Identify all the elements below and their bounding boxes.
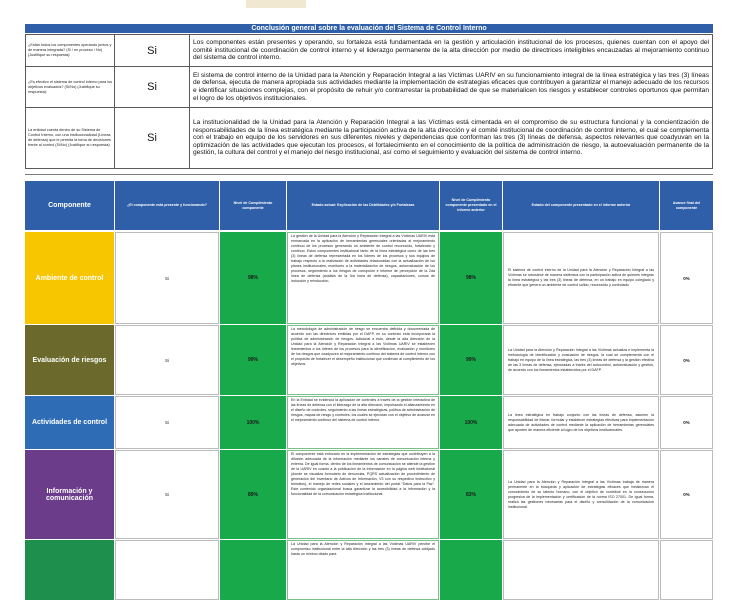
header-nivel-anterior: Nivel de Cumplimiento componente presentado en el informe anterior	[440, 181, 502, 230]
component-present: Si	[115, 325, 219, 395]
component-name: Evaluación de riesgos	[25, 325, 114, 395]
previous-compliance-level: 98%	[440, 232, 502, 324]
compliance-level: 100%	[220, 396, 286, 449]
compliance-level: 99%	[220, 325, 286, 395]
component-name: Ambiente de control	[25, 232, 114, 324]
conclusion-row	[26, 35, 713, 67]
conclusion-table	[25, 34, 713, 169]
table-row	[25, 540, 713, 600]
final-progress: 0%	[660, 232, 713, 324]
conclusion-answer: Si	[115, 35, 190, 67]
component-present	[115, 540, 219, 600]
conclusion-answer: Si	[115, 108, 190, 169]
final-progress	[660, 540, 713, 600]
previous-status: La línea estratégica en trabajo conjunto con las líneas de defensa, asumen la responsabilidad de liderar, formular y establecer estrategias efectivas para implementación adecuada de actividades de control mediante la aplicación de herramientas gerenciales que aporten de manera eficiente al logro de los objetivos institucionales.	[503, 396, 659, 449]
conclusion-question: ¿Es efectivo el sistema de control interno para los objetivos evaluados? (Si/No) (Justifique su respuesta):	[26, 67, 115, 108]
conclusion-text: La institucionalidad de la Unidad para la Atención y Reparación Integral a las Víctimas está cimentada en el compromiso de su estructura funcional y la concientización de responsabilidades de la línea estratégica mediante la participación activa de la alta dirección y el comité institucional de coordinación de control interno, el cual se complementa con el trabajo en equipo de los servidores en sus diferentes niveles y dependencias que conforman las tres (3) líneas de defensa, aspectos relevantes que coadyuvan en la optimización de las actividades que ejecutan los procesos, el fortalecimiento en el conocimiento de la política de administración de riesgo, la autoevaluación permanente de la gestión, la cultura del control y el manejo del riesgo institucional, así como el seguimiento y evaluación del sistema de control interno.	[190, 108, 713, 169]
conclusion-answer: Si	[115, 67, 190, 108]
conclusion-row	[26, 67, 713, 108]
conclusion-question: La entidad cuenta dentro de su Sistema de Control Interno, con una institucionalidad (Líneas de defensa) que le permita la toma de decisiones frente al control (Si/No) (Justifique su respuesta):	[26, 108, 115, 169]
current-status: La gestión de la Unidad para la Atención y Reparación Integral a las Víctimas UARIV está enmarcada en la aplicación de herramientas gerenciales orientadas al mejoramiento continuo de los procesos generando un ambiente de control reconocido, fortalecido y continuo. Estos componentes institucional tanto de la línea estratégica como de las tres (3) líneas de defensa representada en los líderes de los procesos y sus equipos de trabajo respecto a la realización de actividades relacionadas con la actualización de los planes institucionales, monitoreo a la materialización de riesgos, autoevaluación de los procesos, seguimiento a los riesgos de corrupción e informe de percepción de la 2da línea de defensa (análisis de la 3ra línea de defensa), capacitaciones, cursos de inducción y reinducción.	[287, 232, 439, 324]
header-nivel: Nivel de Cumplimiento componente	[220, 181, 286, 230]
compliance-level: 89%	[220, 450, 286, 539]
current-status: En la Entidad se evidencia la aplicación de controles a través de la gestión interactiva de las líneas de defensa con el liderazgo de la alta dirección, impulsando el afianzamiento en el diseño de controles, seguimiento a las líneas estratégicas, política de administración de riesgos, mapas de riesgo y controles, los cuales se ejecutan con el objetivo de avanzar en el mejoramiento continuo del sistema de control interno.	[287, 396, 439, 449]
header-componente: Componente	[25, 181, 114, 230]
previous-status: La Unidad para la Atención y Reparación Integral a las Víctimas actualiza e implementa la metodología de identificación y evaluación de riesgos, la cual se complementa con el trabajo en equipo de la línea estratégica, las tres (3) líneas de defensa y la gestión efectiva de las 3 líneas de defensa, ejecutadas a través del autocontrol, autoevaluación y gestión, de acuerdo con los lineamientos establecidos por el DAFP.	[503, 325, 659, 395]
previous-status: El sistema de control interno de la Unidad para la Atención y Reparación Integral a las Víctimas se robustece de manera sistémica con la participación activa de quienes integran la línea estratégica y las tres (3) líneas de defensa, en un trabajo en equipo colegiado y eficiente que genera un ambiente de control sólido, reconocido y controlado.	[503, 232, 659, 324]
table-row	[25, 232, 713, 324]
components-table	[25, 181, 713, 556]
final-progress: 0%	[660, 450, 713, 539]
compliance-level	[220, 540, 286, 600]
component-present: Si	[115, 396, 219, 449]
conclusion-title: Conclusión general sobre la evaluación del Sistema de Control Interno	[25, 24, 713, 33]
component-name: Información y comunicación	[25, 450, 114, 539]
table-row	[25, 325, 713, 395]
component-name	[25, 540, 114, 600]
section-divider	[25, 174, 713, 175]
component-present: Si	[115, 450, 219, 539]
header-avance: Avance final del componente	[660, 181, 713, 230]
header-estado-actual: Estado actual: Explicación de las Debilidades y/o Fortalezas	[287, 181, 439, 230]
header-presente: ¿El componente está presente y funcionando?	[115, 181, 219, 230]
conclusion-text: Los componentes están presentes y operando, su fortaleza está fundamentada en la gestión y articulación institucional de los procesos, quienes cuentan con el apoyo del comité institucional de coordinación de control interno y el liderazgo permanente de la alta dirección por medio de directrices inteligibles encauzadas al mejoramiento continuo del sistema de control interno.	[190, 35, 713, 67]
conclusion-row	[26, 108, 713, 169]
conclusion-question: ¿Están todos los componentes operando juntos y de manera integrada? (Si / en proceso / No) (Justifique su respuesta):	[26, 35, 115, 67]
component-present: Si	[115, 232, 219, 324]
table-header	[25, 181, 713, 230]
previous-compliance-level: 99%	[440, 325, 502, 395]
component-name: Actividades de control	[25, 396, 114, 449]
header-logo	[246, 0, 306, 8]
compliance-level: 98%	[220, 232, 286, 324]
current-status: La Unidad para la Atención y Reparación Integral a las Víctimas UARIV percibe el compromiso institucional entre la alta dirección y las tres (3) líneas de defensa cobijado hasta un mínimo citado para	[287, 540, 439, 600]
header-estado-anterior: Estado del componente presentado en el informe anterior	[503, 181, 659, 230]
previous-compliance-level: 100%	[440, 396, 502, 449]
table-row	[25, 396, 713, 449]
final-progress: 0%	[660, 325, 713, 395]
conclusion-text: El sistema de control interno de la Unidad para la Atención y Reparación Integral a las Víctimas UARIV en su funcionamiento integral de la línea estratégica y las tres (3) líneas de defensa, ejecuta de manera apropiada sus actividades mediante la implementación de estrategias eficaces que contribuyen a garantizar el manejo adecuado de los recursos e identificar situaciones complejas, con el propósito de rehuir y/o contrarrestar la probabilidad de que se materialicen los riesgos y establecer controles oportunos que permitan el logro de los objetivos institucionales.	[190, 67, 713, 108]
previous-status: La Unidad para la Atención y Reparación Integral a las Víctimas trabaja de manera permanente en la búsqueda y aplicación de estrategias eficaces que fortalezcan el conocimiento de su talento humano, con el objetivo de contribuir en la consecución progresiva de la implementación y certificación de la norma ISO 27001. De igual forma, realiza las gestiones necesarias para el diseño y consolidación de la comunicación institucional.	[503, 450, 659, 539]
previous-compliance-level	[440, 540, 502, 600]
table-row	[25, 450, 713, 539]
current-status: El componente está enfocado en la implementación de estrategias que contribuyen a la difusión adecuada de la información mediante los canales de comunicación interna y externa. De igual forma, dentro de los lineamientos de comunicación se atiende la gestión de la UARIV en cuanto a la publicación de la información en la página web institucional (donde se visualiza formulario de denuncias, PQRS actualización de procedimiento de generación del Inventario de Activos de Información, V3 con su respectivo instructivo y formatos), el manejo de redes sociales y el lanzamiento del portal "Datos para la Paz". Este contenido organizacional busca garantizar la accesibilidad a la información y la funcionalidad de la comunicación estratégica institucional.	[287, 450, 439, 539]
previous-compliance-level: 83%	[440, 450, 502, 539]
current-status: La metodología de administración de riesgo se encuentra definida y documentada de acuerdo con las directrices emitidas por el DAFP, en su contexto está incorporada la política de administración de riesgos. Adicional a esto, desde la alta dirección de la Unidad para la Atención y Reparación Integral a las Víctimas UARIV se establecen lineamientos a los líderes de los procesos para la identificación, evaluación y monitoreo de los riesgos que coadyuven al mejoramiento continuo del sistema de control interno con el propósito de fortalecer el desempeño institucional que conllevan al cumplimiento de los objetivos.	[287, 325, 439, 395]
final-progress: 0%	[660, 396, 713, 449]
previous-status	[503, 540, 659, 600]
